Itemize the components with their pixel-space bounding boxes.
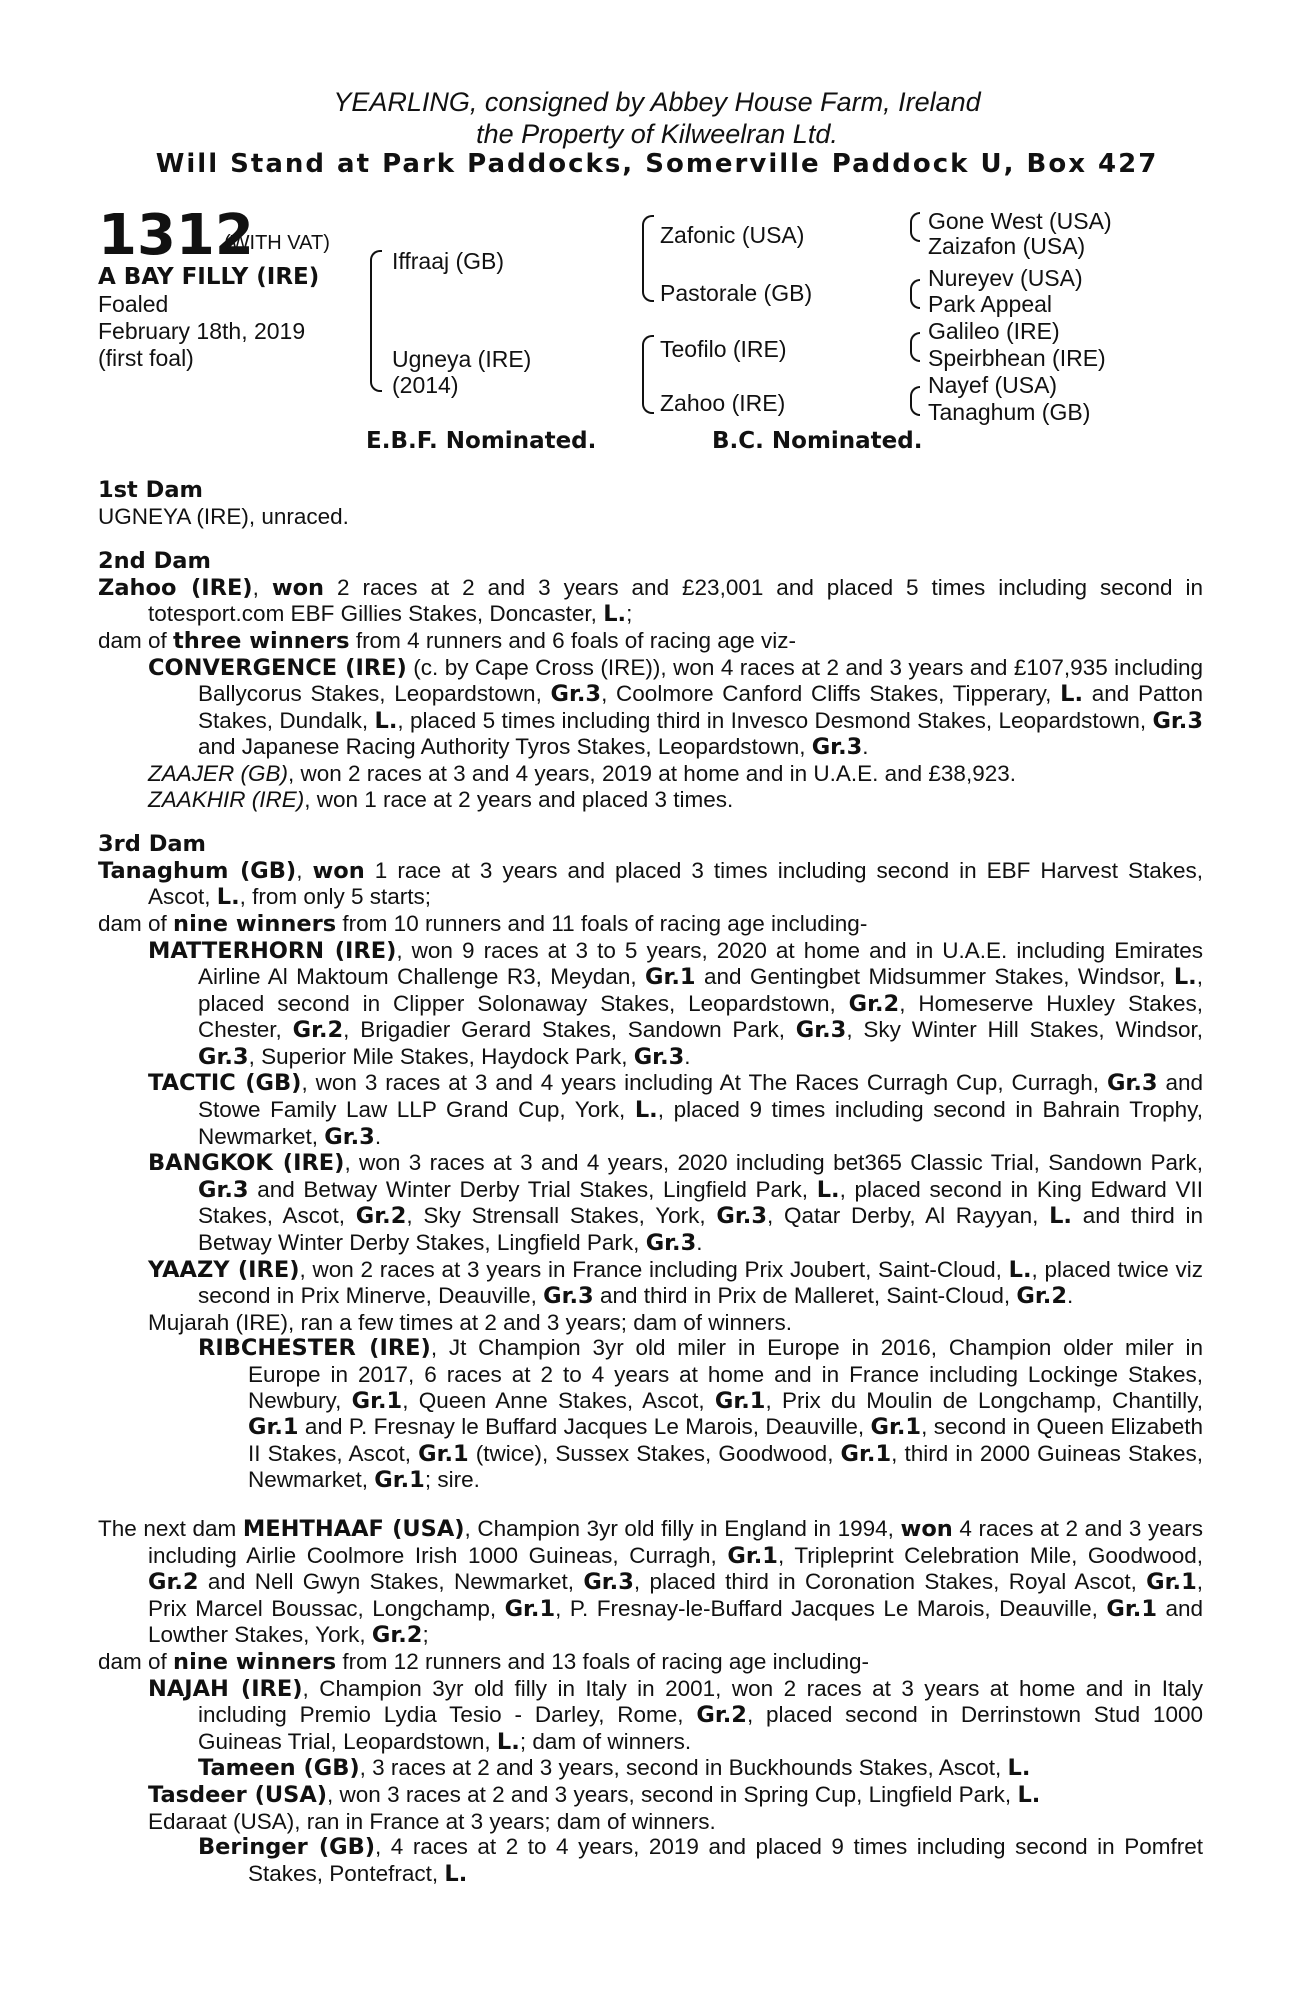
produce-bangkok: BANGKOK (IRE), won 3 races at 3 and 4 years, 2020 including bet365 Classic Trial, Sandown Park, Gr.3 and Betway Winter Derby Trial Stakes, Lingfield Park, L., placed second in King Edward VII Stakes, Ascot, Gr.2, Sky Strensall Stakes, York, Gr.3, Qatar Derby, Al Rayyan, L. and third in Betway Winter Derby Stakes, Lingfield Park, Gr.3. bbox=[148, 1150, 1204, 1257]
produce-zaajer: ZAAJER (GB), won 2 races at 3 and 4 years, 2019 at home and in U.A.E. and £38,923. bbox=[148, 760, 1016, 786]
gen3-ddd: Tanaghum (GB) bbox=[928, 399, 1091, 425]
produce-tasdeer: Tasdeer (USA), won 3 races at 2 and 3 years, second in Spring Cup, Lingfield Park, L. bbox=[148, 1781, 1041, 1808]
produce-yaazy: YAAZY (IRE), won 2 races at 3 years in France including Prix Joubert, Saint-Cloud, L., placed twice viz second in Prix Minerve, Deauville, Gr.3 and third in Prix de Malleret, Saint-Cloud, Gr.2. bbox=[148, 1256, 1204, 1310]
foaled-label: Foaled bbox=[98, 291, 169, 317]
gen3-dss: Galileo (IRE) bbox=[928, 318, 1060, 344]
second-dam-produce: dam of three winners from 4 runners and 6 foals of racing age viz- bbox=[98, 627, 797, 654]
vat-note: (WITH VAT) bbox=[224, 232, 330, 254]
gen3-sss: Gone West (USA) bbox=[928, 208, 1112, 234]
ebf-nominated: E.B.F. Nominated. bbox=[366, 428, 597, 454]
second-dam-heading: 2nd Dam bbox=[98, 548, 211, 575]
sire-sire: Zafonic (USA) bbox=[660, 222, 805, 248]
produce-najah: NAJAH (IRE), Champion 3yr old filly in Italy in 2001, won 2 races at 3 years at home and in Italy including Premio Lydia Tesio - Darley, Rome, Gr.2, placed second in Derrinstown Stud 1000 Guineas Trial, Leopardstown, L.; dam of winners. bbox=[148, 1675, 1203, 1755]
brace-g3-3l bbox=[910, 346, 920, 362]
pedigree-notes bbox=[98, 478, 1203, 1887]
dam-year: (2014) bbox=[392, 372, 459, 398]
next-dam-produce: dam of nine winners from 12 runners and 13 foals of racing age including- bbox=[98, 1648, 869, 1675]
dam: Ugneya (IRE) bbox=[392, 346, 532, 372]
gen3-sds: Nureyev (USA) bbox=[928, 265, 1083, 291]
property-line: the Property of Kilweelran Ltd. bbox=[476, 119, 838, 149]
produce-edaraat: Edaraat (USA), ran in France at 3 years; dam of winners. bbox=[148, 1808, 716, 1834]
third-dam-heading: 3rd Dam bbox=[98, 831, 206, 858]
gen3-dsd: Speirbhean (IRE) bbox=[928, 345, 1106, 371]
brace-g3-2l bbox=[910, 293, 920, 309]
dam-sire: Teofilo (IRE) bbox=[660, 336, 787, 362]
next-dam-record: The next dam MEHTHAAF (USA), Champion 3yr old filly in England in 1994, won 4 races at 2 and 3 years including Airlie Coolmore Irish 1000 Guineas, Curragh, Gr.1, Tripleprint Celebration Mile, Goodwood, Gr.2 and Nell Gwyn Stakes, Newmarket, Gr.3, placed third in Coronation Stakes, Royal Ascot, Gr.1, Prix Marcel Boussac, Longchamp, Gr.1, P. Fresnay-le-Buffard Jacques Le Marois, Deauville, Gr.1 and Lowther Stakes, York, Gr.2; bbox=[98, 1515, 1204, 1649]
first-dam-heading: 1st Dam bbox=[98, 477, 203, 503]
third-dam-produce: dam of nine winners from 10 runners and 11 foals of racing age including- bbox=[98, 910, 868, 937]
produce-convergence: CONVERGENCE (IRE) (c. by Cape Cross (IRE)), won 4 races at 2 and 3 years and £107,935 including Ballycorus Stakes, Leopardstown, Gr.3, Coolmore Canford Cliffs Stakes, Tipperary, L. and Patton Stakes, Dundalk, L., placed 5 times including third in Invesco Desmond Stakes, Leopardstown, Gr.3 and Japanese Racing Authority Tyros Stakes, Leopardstown, Gr.3. bbox=[148, 654, 1204, 761]
produce-tameen: Tameen (GB), 3 races at 2 and 3 years, second in Buckhounds Stakes, Ascot, L. bbox=[198, 1755, 1031, 1782]
brace-gen2b-upper bbox=[642, 335, 654, 372]
brace-g3-4l bbox=[910, 400, 920, 416]
brace-gen2a-upper bbox=[642, 215, 654, 252]
brace-gen2a-lower bbox=[642, 250, 654, 302]
produce-ribchester: RIBCHESTER (IRE), Jt Champion 3yr old miler in Europe in 2016, Champion older miler in Europe in 2017, 6 races at 2 to 4 years at home and in France including Lockinge Stakes, Newbury, Gr.1, Queen Anne Stakes, Ascot, Gr.1, Prix du Moulin de Longchamp, Chantilly, Gr.1 and P. Fresnay le Buffard Jacques Le Marois, Deauville, Gr.1, second in Queen Elizabeth II Stakes, Ascot, Gr.1 (twice), Sussex Stakes, Goodwood, Gr.1, third in 2000 Guineas Stakes, Newmarket, Gr.1; sire. bbox=[198, 1335, 1204, 1494]
sire-dam: Pastorale (GB) bbox=[660, 280, 813, 306]
sire: Iffraaj (GB) bbox=[392, 248, 505, 274]
brace-sire-lower bbox=[370, 320, 382, 392]
first-dam-text: UGNEYA (IRE), unraced. bbox=[98, 503, 349, 529]
horse-name: A BAY FILLY (IRE) bbox=[98, 264, 320, 290]
gen3-ssd: Zaizafon (USA) bbox=[928, 233, 1086, 259]
produce-matterhorn: MATTERHORN (IRE), won 9 races at 3 to 5 years, 2020 at home and in U.A.E. including Emirates Airline Al Maktoum Challenge R3, Meydan, Gr.1 and Gentingbet Midsummer Stakes, Windsor, L., placed second in Clipper Solonaway Stakes, Leopardstown, Gr.2, Homeserve Huxley Stakes, Chester, Gr.2, Brigadier Gerard Stakes, Sandown Park, Gr.3, Sky Winter Hill Stakes, Windsor, Gr.3, Superior Mile Stakes, Haydock Park, Gr.3. bbox=[148, 937, 1203, 1070]
dam-dam: Zahoo (IRE) bbox=[660, 390, 786, 416]
lot-number: 1312 bbox=[98, 203, 254, 268]
gen3-dds: Nayef (USA) bbox=[928, 372, 1058, 398]
consignor-line: YEARLING, consigned by Abbey House Farm, Ireland bbox=[333, 87, 981, 117]
second-dam-record: Zahoo (IRE), won 2 races at 2 and 3 years and £23,001 and placed 5 times including second in totesport.com EBF Gillies Stakes, Doncaster, L.; bbox=[98, 574, 1203, 628]
foaled-date: February 18th, 2019 bbox=[98, 318, 306, 344]
produce-zaakhir: ZAAKHIR (IRE), won 1 race at 2 years and placed 3 times. bbox=[148, 786, 734, 812]
third-dam-record: Tanaghum (GB), won 1 race at 3 years and placed 3 times including second in EBF Harvest Stakes, Ascot, L., from only 5 starts; bbox=[98, 857, 1204, 911]
stand-line: Will Stand at Park Paddocks, Somerville Paddock U, Box 427 bbox=[155, 149, 1159, 179]
produce-tactic: TACTIC (GB), won 3 races at 3 and 4 years including At The Races Curragh Cup, Curragh, Gr.3 and Stowe Family Law LLP Grand Cup, York, L., placed 9 times including second in Bahrain Trophy, Newmarket, Gr.3. bbox=[148, 1070, 1203, 1150]
produce-beringer: Beringer (GB), 4 races at 2 to 4 years, 2019 and placed 9 times including second in Pomfret Stakes, Pontefract, L. bbox=[198, 1834, 1203, 1887]
brace-sire-upper bbox=[370, 250, 382, 322]
gen3-sdd: Park Appeal bbox=[928, 291, 1053, 317]
bc-nominated: B.C. Nominated. bbox=[712, 428, 923, 454]
brace-g3-1l bbox=[910, 226, 920, 242]
brace-gen2b-lower bbox=[642, 370, 654, 414]
produce-mujarah: Mujarah (IRE), ran a few times at 2 and 3 years; dam of winners. bbox=[148, 1309, 793, 1335]
foal-note: (first foal) bbox=[98, 345, 194, 371]
